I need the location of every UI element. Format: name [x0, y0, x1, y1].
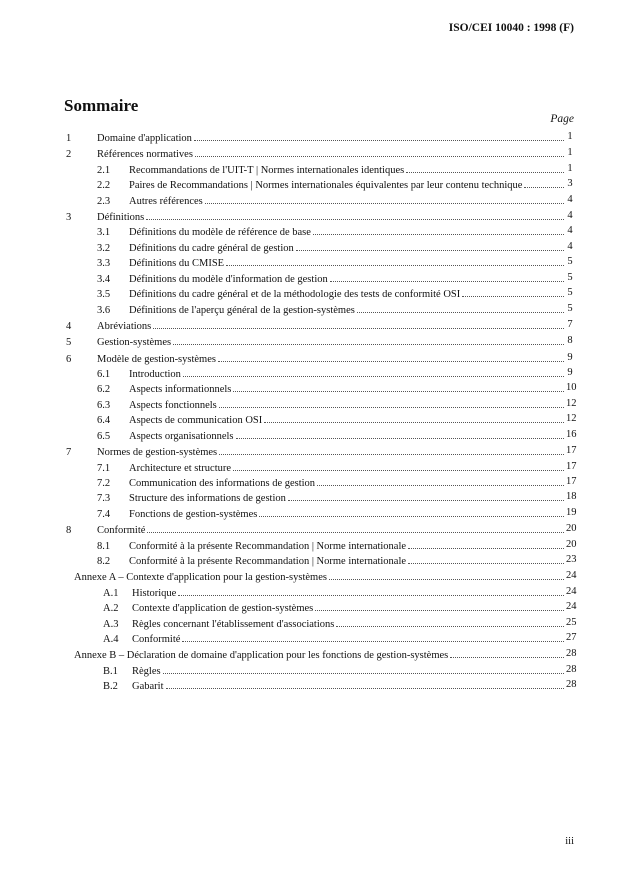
- toc-entry-label: Définitions du modèle d'information de gestion: [129, 273, 328, 285]
- toc-subsection-entry[interactable]: [0, 664, 622, 679]
- toc-page-number: 17: [566, 475, 577, 487]
- toc-entry-label: Communication des informations de gestion: [129, 477, 316, 489]
- toc-entry-text: [129, 415, 564, 426]
- toc-entry-label: Aspects informationnels: [129, 384, 232, 396]
- toc-entry-text: [132, 603, 564, 614]
- toc-page-number: 12: [566, 413, 577, 425]
- table-of-contents: [0, 131, 622, 695]
- toc-entry-label: Fonctions de gestion-systèmes: [129, 508, 258, 520]
- toc-entry-text: [129, 243, 564, 254]
- toc-entry-text: [129, 463, 564, 474]
- dot-leader: [288, 500, 564, 501]
- toc-subsection-entry[interactable]: [0, 256, 622, 271]
- toc-entry-text: [129, 556, 564, 567]
- toc-section-entry[interactable]: [0, 445, 622, 460]
- dot-leader: [178, 595, 564, 596]
- dot-leader: [317, 485, 564, 486]
- toc-page-number: 24: [566, 570, 577, 582]
- toc-entry-number: 6.2: [97, 384, 111, 396]
- dot-leader: [147, 532, 564, 533]
- dot-leader: [219, 454, 564, 455]
- toc-subsection-entry[interactable]: [0, 601, 622, 616]
- toc-subsection-entry[interactable]: [0, 461, 622, 476]
- toc-section-entry[interactable]: [0, 131, 622, 146]
- toc-entry-label: Définitions: [97, 211, 145, 223]
- toc-entry-label: Gabarit: [132, 681, 164, 693]
- dot-leader: [315, 610, 564, 611]
- toc-page-number: 10: [566, 382, 577, 394]
- toc-section-entry[interactable]: [0, 570, 622, 585]
- toc-page-number: 9: [567, 351, 573, 363]
- toc-entry-label: Abréviations: [97, 320, 152, 332]
- toc-page-number: 1: [567, 131, 573, 142]
- toc-entry-number: 5: [66, 337, 72, 349]
- toc-subsection-entry[interactable]: [0, 382, 622, 397]
- dot-leader: [233, 391, 564, 392]
- toc-entry-text: [132, 634, 564, 645]
- toc-entry-number: 2.2: [97, 180, 111, 192]
- toc-subsection-entry[interactable]: [0, 163, 622, 178]
- toc-page-number: 5: [567, 287, 573, 299]
- dot-leader: [146, 219, 564, 220]
- page-number: iii: [565, 836, 574, 847]
- page-column-label: Page: [550, 113, 574, 125]
- toc-entry-label: Aspects fonctionnels: [129, 399, 217, 411]
- toc-entry-text: [97, 149, 564, 160]
- toc-entry-label: Définitions du CMISE: [129, 258, 225, 270]
- toc-entry-label: Recommandations de l'UIT-T | Normes internationales identiques: [129, 164, 405, 176]
- dot-leader: [296, 250, 564, 251]
- toc-entry-label: Références normatives: [97, 149, 193, 161]
- toc-subsection-entry[interactable]: [0, 491, 622, 506]
- toc-entry-label: Aspects organisationnels: [129, 430, 234, 442]
- toc-entry-text: [129, 541, 564, 552]
- toc-entry-text: [97, 447, 564, 458]
- toc-subsection-entry[interactable]: [0, 413, 622, 428]
- toc-page-number: 1: [567, 147, 573, 159]
- toc-entry-number: 3.4: [97, 273, 111, 285]
- toc-entry-number: 3.6: [97, 304, 111, 316]
- toc-subsection-entry[interactable]: [0, 303, 622, 318]
- toc-entry-text: [97, 133, 564, 144]
- toc-entry-number: 2: [66, 149, 72, 161]
- toc-entry-label: Autres références: [129, 195, 203, 207]
- dot-leader: [406, 172, 564, 173]
- toc-entry-label: Règles concernant l'établissement d'associations: [132, 618, 335, 630]
- toc-entry-text: [129, 478, 564, 489]
- toc-entry-label: Annexe B – Déclaration de domaine d'application pour les fonctions de gestion-systèmes: [74, 650, 449, 662]
- toc-entry-label: Introduction: [129, 369, 181, 381]
- toc-page-number: 5: [567, 271, 573, 283]
- dot-leader: [153, 328, 564, 329]
- dot-leader: [524, 187, 564, 188]
- toc-entry-text: [129, 258, 564, 269]
- toc-entry-label: Annexe A – Contexte d'application pour la gestion-systèmes: [74, 572, 327, 584]
- toc-entry-number: 6: [66, 353, 72, 365]
- toc-subsection-entry[interactable]: [0, 429, 622, 444]
- toc-page-number: 17: [566, 460, 577, 472]
- toc-entry-text: [129, 274, 564, 285]
- toc-entry-text: [129, 227, 564, 238]
- toc-entry-text: [132, 588, 564, 599]
- toc-section-entry[interactable]: [0, 352, 622, 367]
- dot-leader: [218, 361, 564, 362]
- dot-leader: [233, 470, 564, 471]
- toc-subsection-entry[interactable]: [0, 507, 622, 522]
- toc-subsection-entry[interactable]: [0, 287, 622, 302]
- toc-page-number: 5: [567, 256, 573, 268]
- toc-page-number: 24: [566, 585, 577, 597]
- toc-entry-number: 2.3: [97, 195, 111, 207]
- toc-entry-label: Aspects de communication OSI: [129, 415, 263, 427]
- dot-leader: [183, 376, 564, 377]
- toc-entry-number: 3.3: [97, 258, 111, 270]
- toc-entry-number: 8.2: [97, 556, 111, 568]
- dot-leader: [173, 344, 564, 345]
- toc-entry-label: Contexte d'application de gestion-systèmes: [132, 603, 314, 615]
- toc-page-number: 4: [567, 240, 573, 252]
- toc-entry-number: 7.4: [97, 508, 111, 520]
- toc-subsection-entry[interactable]: [0, 617, 622, 632]
- dot-leader: [182, 641, 564, 642]
- toc-entry-label: Définitions du modèle de référence de base: [129, 227, 311, 239]
- toc-entry-text: [97, 525, 564, 536]
- toc-entry-number: A.4: [103, 634, 119, 646]
- toc-page-number: 7: [567, 318, 573, 330]
- dot-leader: [166, 688, 565, 689]
- toc-entry-number: 4: [66, 320, 72, 332]
- toc-subsection-entry[interactable]: [0, 679, 622, 694]
- toc-subsection-entry[interactable]: [0, 632, 622, 647]
- toc-entry-number: 8.1: [97, 540, 111, 552]
- toc-entry-number: A.3: [103, 618, 119, 630]
- toc-entry-text: [97, 337, 564, 348]
- toc-entry-text: [97, 321, 564, 332]
- toc-entry-label: Définitions de l'aperçu général de la gestion-systèmes: [129, 304, 355, 316]
- dot-leader: [357, 312, 564, 313]
- toc-page-number: 19: [566, 506, 577, 518]
- toc-section-entry[interactable]: [0, 147, 622, 162]
- toc-entry-label: Définitions du cadre général et de la méthodologie des tests de conformité OSI: [129, 289, 461, 301]
- toc-entry-number: 3.1: [97, 227, 111, 239]
- toc-entry-text: [74, 572, 564, 583]
- toc-entry-number: 6.5: [97, 430, 111, 442]
- dot-leader: [163, 673, 564, 674]
- toc-entry-text: [129, 165, 564, 176]
- toc-page-number: 18: [566, 491, 577, 503]
- toc-entry-label: Historique: [132, 587, 177, 599]
- toc-entry-text: [97, 354, 564, 365]
- toc-entry-number: B.2: [103, 681, 118, 693]
- toc-page-number: 20: [566, 523, 577, 535]
- toc-page-number: 27: [566, 632, 577, 644]
- toc-page-number: 17: [566, 445, 577, 457]
- dot-leader: [336, 626, 564, 627]
- dot-leader: [195, 156, 564, 157]
- toc-entry-label: Conformité à la présente Recommandation | Norme internationale: [129, 556, 407, 568]
- toc-entry-text: [129, 369, 564, 380]
- toc-entry-number: 7.2: [97, 477, 111, 489]
- toc-page-number: 8: [567, 335, 573, 347]
- toc-entry-number: 3: [66, 211, 72, 223]
- toc-subsection-entry[interactable]: [0, 539, 622, 554]
- dot-leader: [330, 281, 564, 282]
- toc-entry-text: [129, 431, 564, 442]
- toc-entry-label: Définitions du cadre général de gestion: [129, 242, 294, 254]
- toc-entry-label: Domaine d'application: [97, 133, 192, 144]
- toc-page-number: 9: [567, 367, 573, 379]
- toc-entry-text: [129, 196, 564, 207]
- toc-entry-text: [132, 666, 564, 677]
- dot-leader: [408, 548, 564, 549]
- toc-page-number: 20: [566, 538, 577, 550]
- toc-entry-text: [132, 619, 564, 630]
- toc-entry-label: Architecture et structure: [129, 462, 232, 474]
- toc-entry-number: 6.3: [97, 399, 111, 411]
- toc-section-entry[interactable]: [0, 648, 622, 663]
- toc-entry-number: 7.1: [97, 462, 111, 474]
- toc-subsection-entry[interactable]: [0, 554, 622, 569]
- toc-entry-label: Structure des informations de gestion: [129, 493, 286, 505]
- toc-entry-label: Normes de gestion-systèmes: [97, 447, 218, 459]
- dot-leader: [408, 563, 564, 564]
- dot-leader: [462, 296, 564, 297]
- toc-entry-number: 3.5: [97, 289, 111, 301]
- toc-entry-label: Paires de Recommandations | Normes internationales équivalentes par leur contenu technique: [129, 180, 523, 192]
- toc-subsection-entry[interactable]: [0, 272, 622, 287]
- toc-entry-text: [129, 180, 564, 191]
- dot-leader: [194, 140, 564, 141]
- toc-page-number: 1: [567, 162, 573, 174]
- toc-entry-number: 6.4: [97, 415, 111, 427]
- toc-entry-text: [97, 212, 564, 223]
- toc-entry-text: [74, 650, 564, 661]
- toc-page-number: 23: [566, 554, 577, 566]
- toc-subsection-entry[interactable]: [0, 476, 622, 491]
- toc-page-number: 28: [566, 663, 577, 675]
- toc-entry-number: A.2: [103, 603, 119, 615]
- toc-entry-number: 1: [66, 133, 72, 144]
- toc-entry-text: [129, 384, 564, 395]
- dot-leader: [205, 203, 564, 204]
- toc-section-entry[interactable]: [0, 523, 622, 538]
- toc-entry-label: Règles: [132, 665, 161, 677]
- toc-page-number: 24: [566, 601, 577, 613]
- document-id-header: ISO/CEI 10040 : 1998 (F): [448, 22, 574, 34]
- toc-subsection-entry[interactable]: [0, 225, 622, 240]
- toc-entry-text: [129, 289, 564, 300]
- toc-page-number: 28: [566, 679, 577, 691]
- toc-entry-number: 7.3: [97, 493, 111, 505]
- toc-subsection-entry[interactable]: [0, 194, 622, 209]
- toc-section-entry[interactable]: [0, 210, 622, 225]
- toc-page-number: 4: [567, 193, 573, 205]
- toc-section-entry[interactable]: [0, 335, 622, 350]
- toc-page-number: 5: [567, 302, 573, 314]
- toc-page-number: 16: [566, 428, 577, 440]
- dot-leader: [219, 407, 564, 408]
- toc-entry-label: Conformité: [97, 525, 146, 537]
- toc-subsection-entry[interactable]: [0, 178, 622, 193]
- toc-entry-text: [129, 400, 564, 411]
- page-title: Sommaire: [64, 96, 139, 115]
- toc-page-number: 28: [566, 648, 577, 660]
- toc-entry-number: 6.1: [97, 369, 111, 381]
- dot-leader: [313, 234, 564, 235]
- toc-entry-text: [129, 493, 564, 504]
- toc-entry-text: [129, 305, 564, 316]
- toc-subsection-entry[interactable]: [0, 586, 622, 601]
- dot-leader: [450, 657, 564, 658]
- toc-subsection-entry[interactable]: [0, 241, 622, 256]
- toc-entry-number: 2.1: [97, 164, 111, 176]
- toc-page-number: 25: [566, 616, 577, 628]
- toc-page-number: 12: [566, 397, 577, 409]
- toc-subsection-entry[interactable]: [0, 367, 622, 382]
- toc-entry-label: Modèle de gestion-systèmes: [97, 353, 216, 365]
- dot-leader: [264, 422, 564, 423]
- toc-entry-number: 7: [66, 447, 72, 459]
- dot-leader: [259, 516, 564, 517]
- toc-entry-number: A.1: [103, 587, 119, 599]
- toc-page-number: 4: [567, 225, 573, 237]
- toc-page-number: 3: [567, 178, 573, 190]
- toc-entry-label: Conformité à la présente Recommandation | Norme internationale: [129, 540, 407, 552]
- toc-section-entry[interactable]: [0, 319, 622, 334]
- dot-leader: [236, 438, 565, 439]
- toc-entry-label: Gestion-systèmes: [97, 337, 172, 349]
- toc-entry-label: Conformité: [132, 634, 181, 646]
- toc-subsection-entry[interactable]: [0, 398, 622, 413]
- toc-entry-text: [132, 681, 564, 692]
- toc-entry-text: [129, 509, 564, 520]
- dot-leader: [226, 265, 564, 266]
- toc-entry-number: 3.2: [97, 242, 111, 254]
- toc-page-number: 4: [567, 209, 573, 221]
- toc-entry-number: B.1: [103, 665, 118, 677]
- dot-leader: [329, 579, 564, 580]
- toc-entry-number: 8: [66, 525, 72, 537]
